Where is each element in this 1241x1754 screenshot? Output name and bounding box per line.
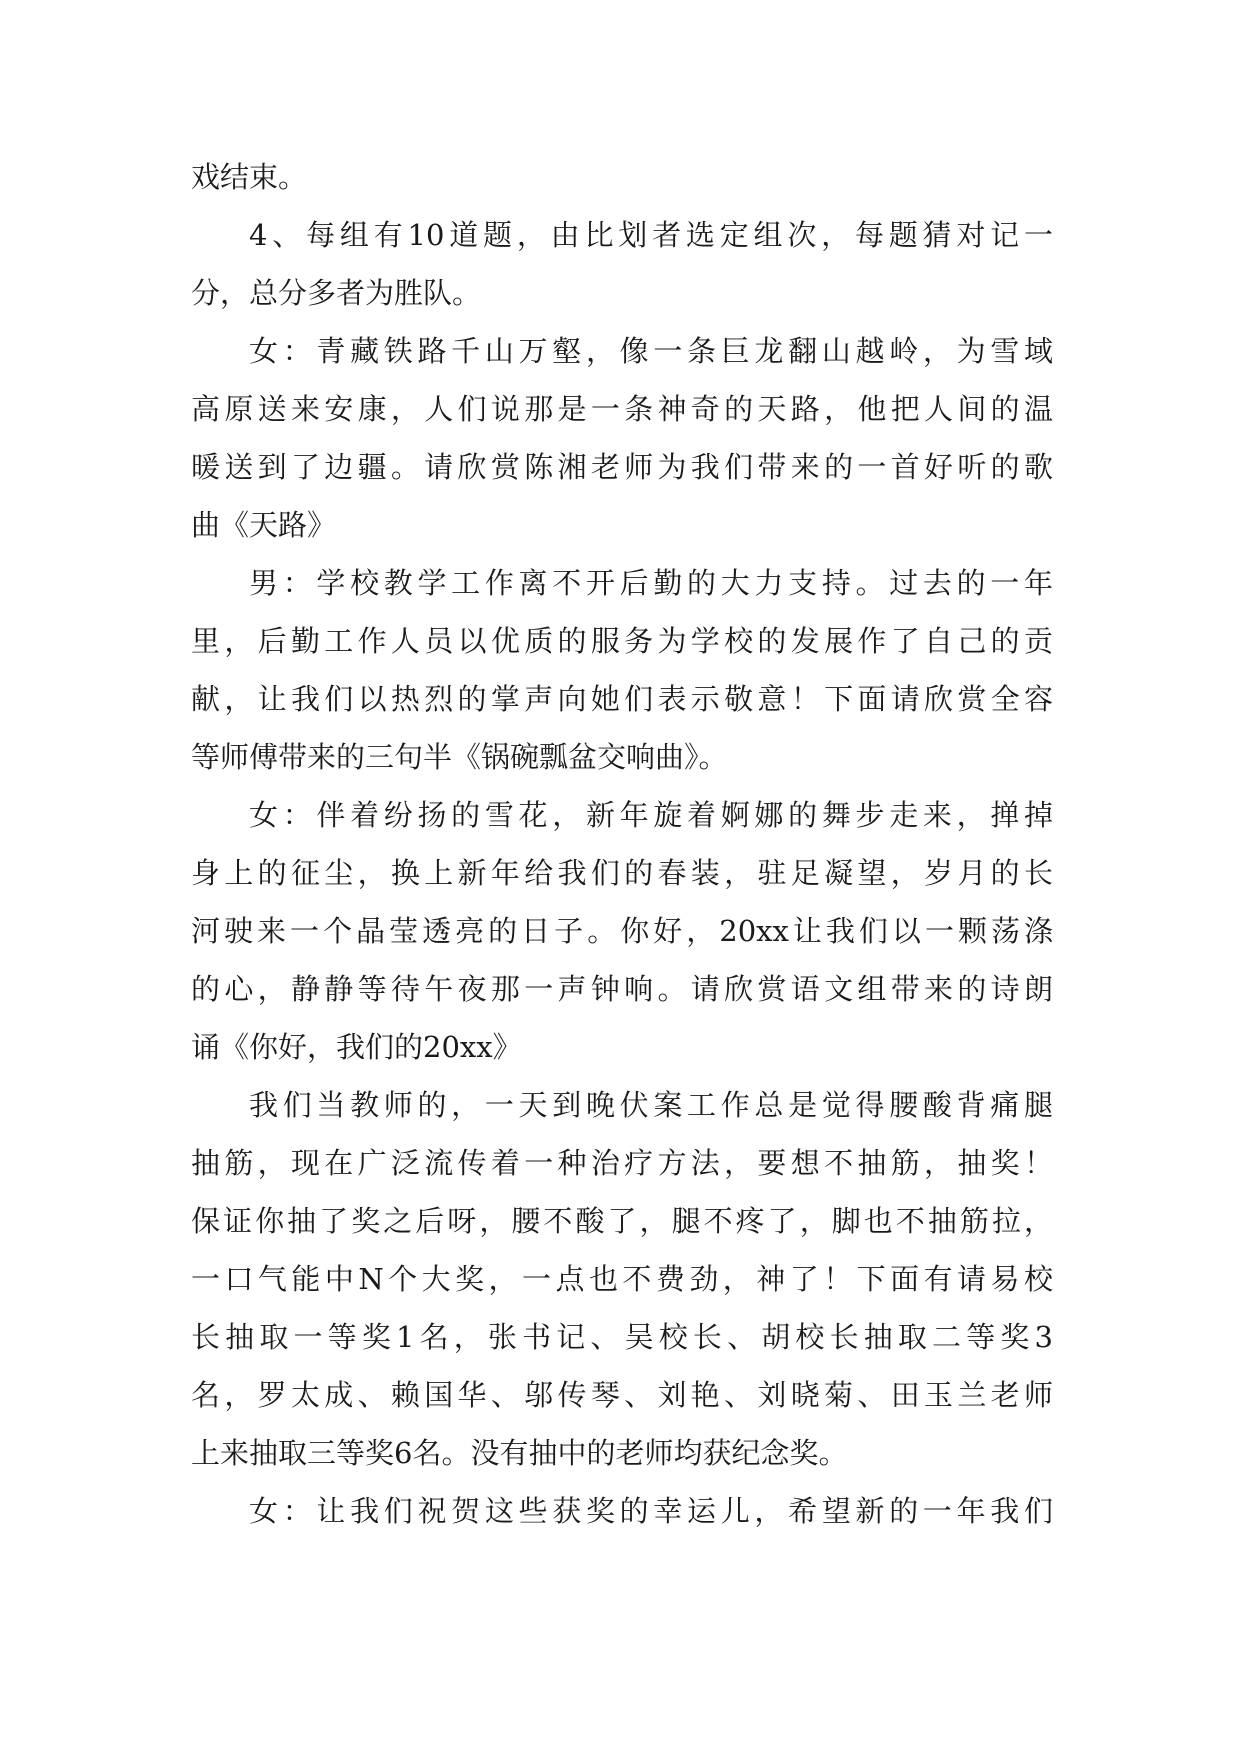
- text-line: 一口气能中N个大奖，一点也不费劲，神了！下面有请易校: [191, 1262, 1053, 1296]
- document-page: [191, 148, 1053, 1540]
- paragraph: [191, 1482, 1053, 1540]
- paragraph: [191, 554, 1053, 786]
- paragraph: [191, 322, 1053, 554]
- text-line: 女：青藏铁路千山万壑，像一条巨龙翻山越岭，为雪域: [249, 334, 1053, 368]
- paragraph: [191, 206, 1053, 322]
- text-line: 上来抽取三等奖6名。没有抽中的老师均获纪念奖。: [191, 1436, 848, 1470]
- text-line: 高原送来安康，人们说那是一条神奇的天路，他把人间的温: [191, 392, 1053, 426]
- text-line: 戏结束。: [191, 160, 308, 194]
- text-line: 河驶来一个晶莹透亮的日子。你好，20xx让我们以一颗荡涤: [191, 914, 1053, 948]
- text-line: 长抽取一等奖1名，张书记、吴校长、胡校长抽取二等奖3: [191, 1320, 1053, 1354]
- text-line: 献，让我们以热烈的掌声向她们表示敬意！下面请欣赏全容: [191, 682, 1053, 716]
- text-line: 诵《你好，我们的20xx》: [191, 1030, 522, 1064]
- text-line: 女：让我们祝贺这些获奖的幸运儿，希望新的一年我们: [249, 1494, 1053, 1528]
- text-line: 等师傅带来的三句半《锅碗瓢盆交响曲》。: [191, 740, 728, 774]
- text-line: 抽筋，现在广泛流传着一种治疗方法，要想不抽筋，抽奖！: [191, 1146, 1053, 1180]
- paragraph: [191, 1076, 1053, 1482]
- text-line: 暖送到了边疆。请欣赏陈湘老师为我们带来的一首好听的歌: [191, 450, 1053, 484]
- text-line: 男：学校教学工作离不开后勤的大力支持。过去的一年: [249, 566, 1053, 600]
- text-line: 保证你抽了奖之后呀，腰不酸了，腿不疼了，脚也不抽筋拉，: [191, 1204, 1053, 1238]
- text-line: 的心，静静等待午夜那一声钟响。请欣赏语文组带来的诗朗: [191, 972, 1053, 1006]
- text-line: 分，总分多者为胜队。: [191, 276, 482, 310]
- paragraph: [191, 786, 1053, 1076]
- text-line: 曲《天路》: [191, 508, 337, 542]
- text-line: 4、每组有10道题，由比划者选定组次，每题猜对记一: [249, 218, 1053, 252]
- text-line: 女：伴着纷扬的雪花，新年旋着婀娜的舞步走来，掸掉: [249, 798, 1053, 832]
- text-line: 身上的征尘，换上新年给我们的春装，驻足凝望，岁月的长: [191, 856, 1053, 890]
- text-line: 我们当教师的，一天到晚伏案工作总是觉得腰酸背痛腿: [249, 1088, 1053, 1122]
- paragraph: [191, 148, 1053, 206]
- text-line: 里，后勤工作人员以优质的服务为学校的发展作了自己的贡: [191, 624, 1053, 658]
- text-line: 名，罗太成、赖国华、邬传琴、刘艳、刘晓菊、田玉兰老师: [191, 1378, 1053, 1412]
